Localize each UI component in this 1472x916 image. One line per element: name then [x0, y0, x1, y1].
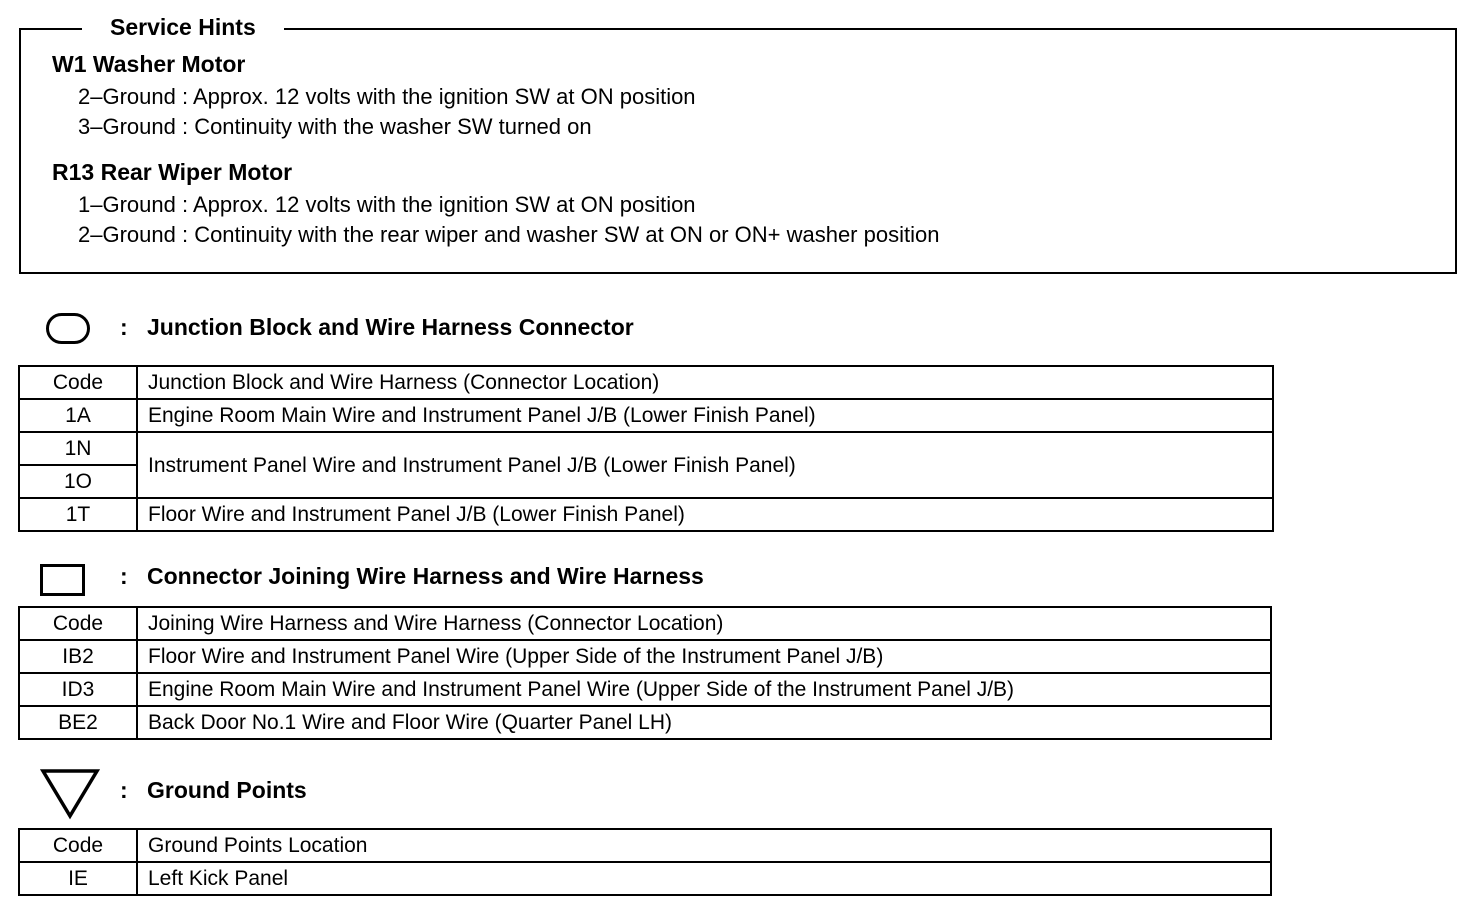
hint-line: 3–Ground : Continuity with the washer SW turned on: [78, 114, 592, 139]
table-row: [19, 399, 1273, 432]
table-header-row: [19, 829, 1271, 862]
legend-colon: :: [120, 563, 128, 589]
table-cell-code: 1O: [19, 465, 137, 498]
table-row: [19, 862, 1271, 895]
table-cell-desc: Engine Room Main Wire and Instrument Panel Wire (Upper Side of the Instrument Panel J/B): [137, 673, 1271, 706]
table-header-code: Code: [19, 607, 137, 640]
rectangle-icon: [40, 564, 85, 596]
table-cell-code: 1N: [19, 432, 137, 465]
table-cell-desc: Floor Wire and Instrument Panel Wire (Upper Side of the Instrument Panel J/B): [137, 640, 1271, 673]
table-cell-code: BE2: [19, 706, 137, 739]
ground-points-heading: [120, 775, 307, 805]
connector-joining-heading: [120, 561, 704, 591]
table-row: [19, 673, 1271, 706]
hint-line: 1–Ground : Approx. 12 volts with the ignition SW at ON position: [78, 192, 696, 217]
junction-block-heading: [120, 312, 634, 342]
table-cell-code: IB2: [19, 640, 137, 673]
table-cell-code: 1T: [19, 498, 137, 531]
legend-colon: :: [120, 314, 128, 340]
table-cell-desc: Left Kick Panel: [137, 862, 1271, 895]
table-header-desc: Joining Wire Harness and Wire Harness (Connector Location): [137, 607, 1271, 640]
junction-block-table: [18, 365, 1274, 532]
legend-heading-text: Ground Points: [147, 777, 307, 803]
table-cell-desc: Instrument Panel Wire and Instrument Panel J/B (Lower Finish Panel): [137, 432, 1273, 498]
connector-joining-table: [18, 606, 1272, 740]
oval-icon: [46, 313, 90, 344]
table-header-row: [19, 366, 1273, 399]
ground-points-table: [18, 828, 1272, 896]
table-cell-desc: Engine Room Main Wire and Instrument Panel J/B (Lower Finish Panel): [137, 399, 1273, 432]
table-header-desc: Junction Block and Wire Harness (Connector Location): [137, 366, 1273, 399]
triangle-icon: [40, 768, 100, 820]
hint-heading-w1: W1 Washer Motor: [52, 51, 246, 77]
table-cell-code: ID3: [19, 673, 137, 706]
table-header-code: Code: [19, 829, 137, 862]
table-header-row: [19, 607, 1271, 640]
table-row: [19, 498, 1273, 531]
hint-heading-r13: R13 Rear Wiper Motor: [52, 159, 293, 185]
table-cell-code: 1A: [19, 399, 137, 432]
service-hints-title: Service Hints: [82, 12, 284, 42]
table-cell-desc: Back Door No.1 Wire and Floor Wire (Quarter Panel LH): [137, 706, 1271, 739]
legend-colon: :: [120, 777, 128, 803]
table-header-code: Code: [19, 366, 137, 399]
table-row: [19, 706, 1271, 739]
table-row: [19, 432, 1273, 465]
table-cell-code: IE: [19, 862, 137, 895]
hint-line: 2–Ground : Approx. 12 volts with the ignition SW at ON position: [78, 84, 696, 109]
legend-heading-text: Connector Joining Wire Harness and Wire Harness: [147, 563, 704, 589]
legend-heading-text: Junction Block and Wire Harness Connector: [147, 314, 634, 340]
hint-line: 2–Ground : Continuity with the rear wiper and washer SW at ON or ON+ washer position: [78, 222, 940, 247]
table-header-desc: Ground Points Location: [137, 829, 1271, 862]
table-row: [19, 640, 1271, 673]
table-cell-desc: Floor Wire and Instrument Panel J/B (Lower Finish Panel): [137, 498, 1273, 531]
